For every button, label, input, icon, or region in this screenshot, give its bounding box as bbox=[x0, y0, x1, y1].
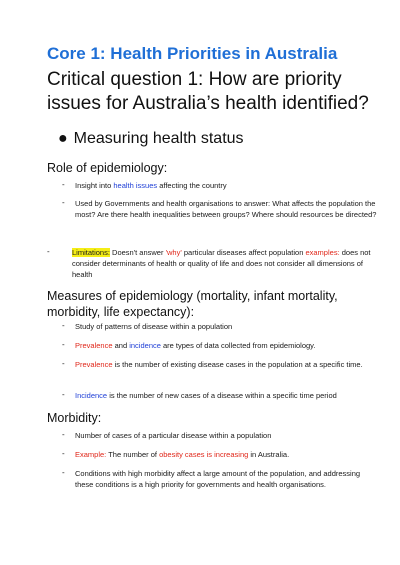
bullet-icon: ● bbox=[58, 130, 68, 147]
blue-text: incidence bbox=[129, 341, 161, 350]
blue-text: Incidence bbox=[75, 391, 108, 400]
list-dash: - bbox=[62, 390, 65, 399]
text-segment: The number of bbox=[106, 450, 160, 459]
red-text: Prevalence bbox=[75, 341, 113, 350]
text-segment: affecting the country bbox=[157, 181, 227, 190]
list-dash: - bbox=[62, 430, 65, 439]
list-item: Study of patterns of disease within a population bbox=[75, 322, 233, 331]
list-item bbox=[75, 449, 375, 460]
red-text: Example: bbox=[75, 450, 107, 459]
measuring-label: Measuring health status bbox=[73, 130, 244, 147]
list-item bbox=[72, 247, 377, 280]
critical-question-heading: Critical question 1: How are priority issues for Australia’s health identified? bbox=[47, 69, 369, 114]
list-dash: - bbox=[47, 247, 50, 256]
list-item: Number of cases of a particular disease within a population bbox=[75, 431, 272, 440]
morbidity-heading: Morbidity: bbox=[47, 411, 102, 425]
text-segment: are types of data collected from epidemiology. bbox=[160, 341, 316, 350]
list-dash: - bbox=[62, 198, 65, 207]
text-segment: does not consider determinants of health or quality of life and does not consider all dimensions of health bbox=[72, 248, 371, 279]
list-dash: - bbox=[62, 449, 65, 458]
text-segment: is the number of new cases of a disease within a specific time period bbox=[107, 391, 337, 400]
text-segment: and bbox=[112, 341, 130, 350]
highlighted-text: Limitations: bbox=[72, 248, 110, 257]
list-dash: - bbox=[62, 180, 65, 189]
text-segment: particular diseases affect population bbox=[181, 248, 306, 257]
list-item: Used by Governments and health organisations to answer: What affects the population the most? Are there health inequalities between groups? Where should resources be directed? bbox=[75, 199, 377, 219]
list-dash: - bbox=[62, 340, 65, 349]
red-text: Prevalence bbox=[75, 360, 113, 369]
list-dash: - bbox=[62, 468, 65, 477]
list-item bbox=[75, 390, 375, 401]
text-segment: Insight into bbox=[75, 181, 114, 190]
measures-of-epidemiology-heading: Measures of epidemiology (mortality, infant mortality, morbidity, life expectancy): bbox=[47, 289, 338, 319]
text-segment: in Australia. bbox=[248, 450, 290, 459]
text-segment: is the number of existing disease cases in the population at a specific time. bbox=[112, 360, 363, 369]
list-item bbox=[75, 359, 375, 370]
red-text: examples: bbox=[305, 248, 340, 257]
list-item: Conditions with high morbidity affect a large amount of the population, and addressing these conditions is a high priority for governments and health organisations. bbox=[75, 469, 361, 489]
list-dash: - bbox=[62, 321, 65, 330]
list-item bbox=[75, 340, 375, 351]
list-dash: - bbox=[62, 359, 65, 368]
red-text: obesity cases is increasing bbox=[159, 450, 249, 459]
core-title: Core 1: Health Priorities in Australia bbox=[47, 44, 338, 63]
list-item bbox=[75, 180, 375, 191]
blue-text: health issues bbox=[113, 181, 158, 190]
measuring-health-status-bullet bbox=[58, 130, 244, 148]
red-text: 'why' bbox=[165, 248, 182, 257]
role-of-epidemiology-heading: Role of epidemiology: bbox=[47, 161, 168, 175]
text-segment: Doesn't answer bbox=[109, 248, 166, 257]
